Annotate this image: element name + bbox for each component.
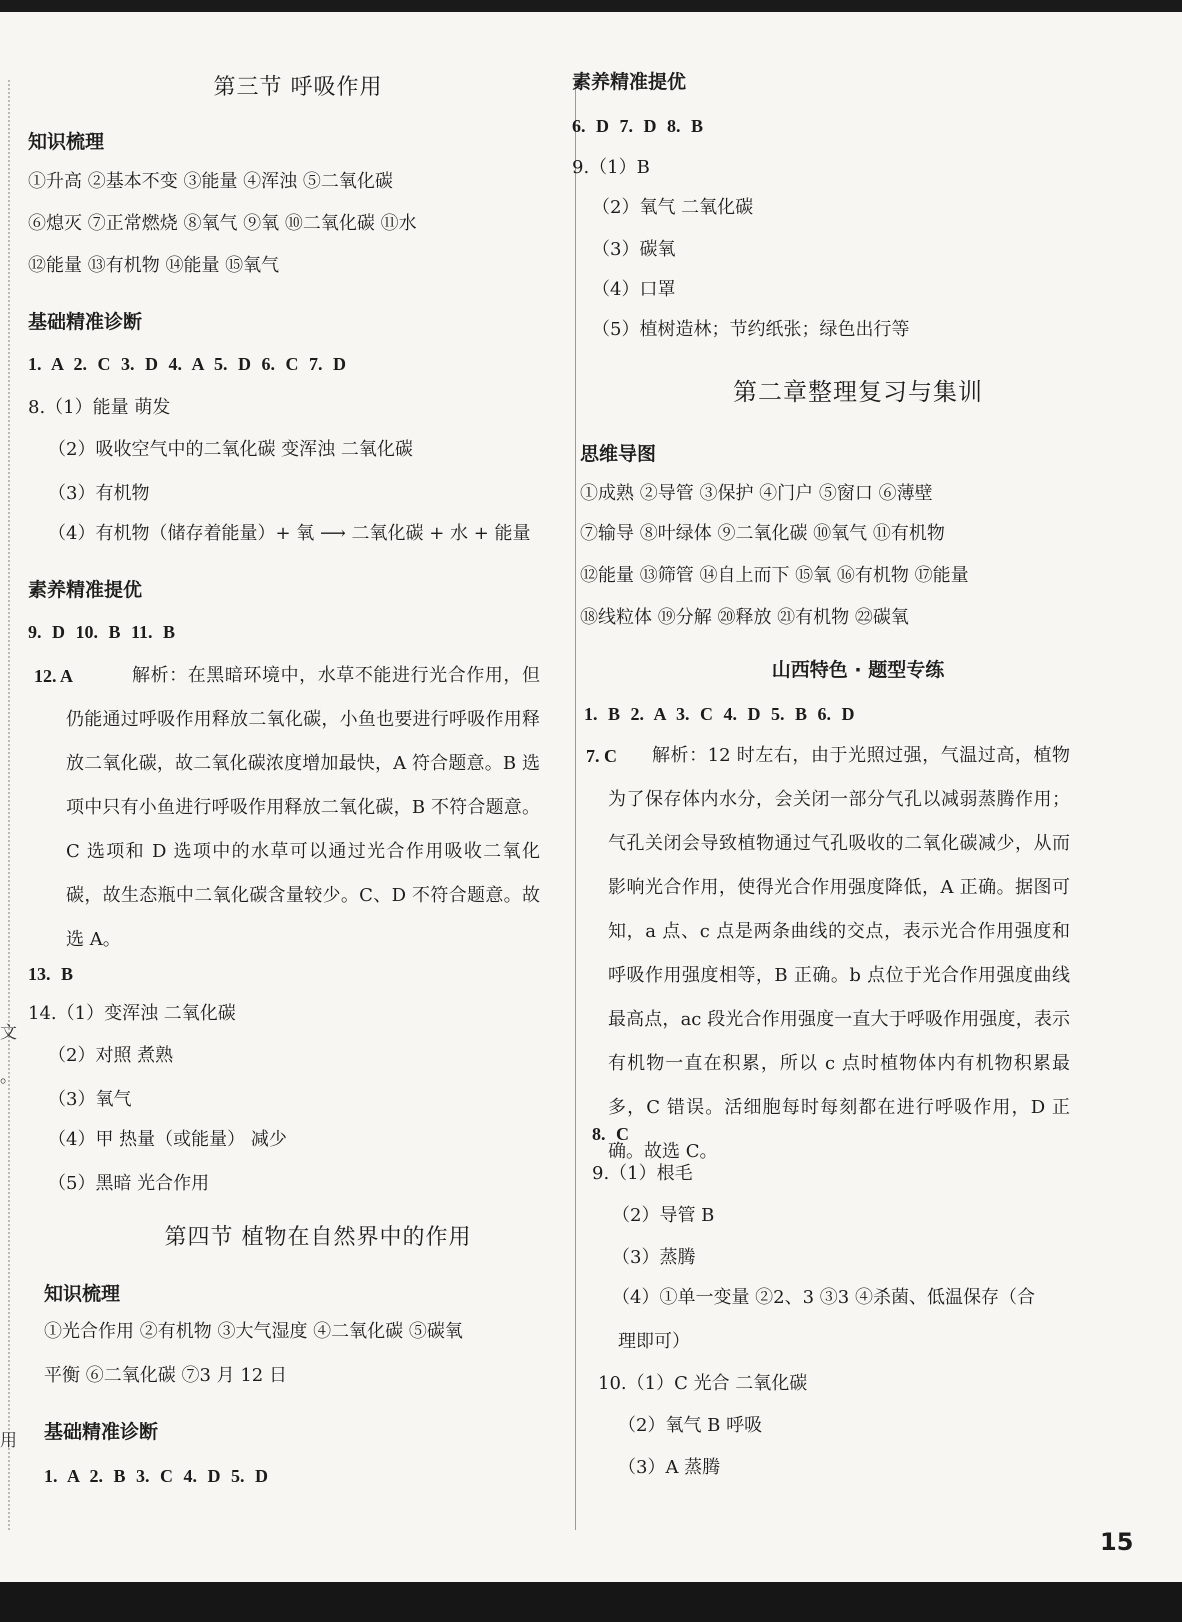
- answer-line: 9.（1）B: [572, 157, 650, 178]
- section-title-plants-nature: 第四节 植物在自然界中的作用: [164, 1225, 472, 1250]
- explanation-q7: [578, 734, 1070, 1174]
- question-number: 7. C: [586, 746, 617, 766]
- knowledge-line: ⑫能量 ⑬有机物 ⑭能量 ⑮氧气: [28, 255, 280, 276]
- question-number: 12. A: [34, 666, 74, 686]
- mindmap-line: ⑫能量 ⑬筛管 ⑭自上而下 ⑮氧 ⑯有机物 ⑰能量: [580, 565, 969, 586]
- left-dotted-margin: [8, 80, 10, 1530]
- answer-row: 13. B: [28, 964, 74, 984]
- answer-line: （4）口罩: [592, 279, 676, 300]
- knowledge-line: ①光合作用 ②有机物 ③大气湿度 ④二氧化碳 ⑤碳氧: [44, 1321, 463, 1342]
- knowledge-line: ①升高 ②基本不变 ③能量 ④浑浊 ⑤二氧化碳: [28, 171, 393, 192]
- heading-basic: 基础精准诊断: [44, 1421, 159, 1443]
- answer-line: （2）对照 煮熟: [48, 1045, 174, 1066]
- answer-line: （4）甲 热量（或能量） 减少: [48, 1129, 287, 1150]
- top-scan-edge: [0, 0, 1182, 12]
- answer-line: 10.（1）C 光合 二氧化碳: [598, 1373, 808, 1394]
- section-title-respiration: 第三节 呼吸作用: [213, 75, 383, 100]
- answer-row: 1. A 2. B 3. C 4. D 5. D: [44, 1466, 269, 1486]
- answer-line: （2）氧气 二氧化碳: [592, 197, 754, 218]
- knowledge-line: ⑥熄灭 ⑦正常燃烧 ⑧氧气 ⑨氧 ⑩二氧化碳 ⑪水: [28, 213, 417, 234]
- column-divider: [575, 80, 576, 1530]
- margin-fragment: 用: [0, 1431, 17, 1451]
- heading-knowledge: 知识梳理: [28, 131, 105, 153]
- explanation-text: 解析：12 时左右，由于光照过强，气温过高，植物为了保存体内水分，会关闭一部分气孔以减弱蒸腾作用；气孔关闭会导致植物通过气孔吸收的二氧化碳减少，从而影响光合作用，使得光合作用强度降低，A 正确。据图可知，a 点、c 点是两条曲线的交点，表示光合作用强度和呼吸作用强度相等，B 正确。b 点位于光合作用强度曲线最高点，ac 段光合作用强度一直大于呼吸作用强度，表示有机物一直在积累，所以 c 点时植物体内有机物积累最多，C 错误。活细胞每时每刻都在进行呼吸作用，D 正确。故选 C。: [608, 745, 1070, 1162]
- answer-line: （3）氧气: [48, 1089, 132, 1110]
- knowledge-line: 平衡 ⑥二氧化碳 ⑦3 月 12 日: [44, 1365, 287, 1386]
- answer-row: 9. D 10. B 11. B: [28, 622, 176, 642]
- chapter-review-title: 第二章整理复习与集训: [733, 378, 983, 406]
- answer-row: 8. C: [592, 1124, 629, 1144]
- margin-fragment: 。: [0, 1067, 17, 1087]
- answer-line: 9.（1）根毛: [592, 1163, 693, 1184]
- answer-line: （4）有机物（储存着能量）+ 氧 ⟶ 二氧化碳 + 水 + 能量: [48, 523, 531, 544]
- answer-line: （4）①单一变量 ②2、3 ③3 ④杀菌、低温保存（合: [612, 1287, 1035, 1308]
- answer-row: 1. B 2. A 3. C 4. D 5. B 6. D: [584, 704, 855, 724]
- heading-basic: 基础精准诊断: [28, 311, 143, 333]
- answer-row: 1. A 2. C 3. D 4. A 5. D 6. C 7. D: [28, 354, 347, 374]
- answer-line: 8.（1）能量 萌发: [28, 397, 171, 418]
- answer-line: 14.（1）变浑浊 二氧化碳: [28, 1003, 236, 1024]
- answer-line: 理即可）: [618, 1331, 690, 1352]
- margin-fragment: 文: [0, 1023, 17, 1043]
- answer-line: （3）A 蒸腾: [618, 1457, 721, 1478]
- answer-line: （5）植树造林；节约纸张；绿色出行等: [592, 319, 910, 340]
- heading-mindmap: 思维导图: [580, 443, 657, 465]
- answer-line: （3）碳氧: [592, 239, 676, 260]
- explanation-q12: [28, 654, 540, 962]
- answer-line: （5）黑暗 光合作用: [48, 1173, 210, 1194]
- bottom-scan-edge: [0, 1582, 1182, 1622]
- heading-improve: 素养精准提优: [28, 579, 143, 601]
- answer-line: （3）蒸腾: [612, 1247, 696, 1268]
- mindmap-line: ⑦输导 ⑧叶绿体 ⑨二氧化碳 ⑩氧气 ⑪有机物: [580, 523, 945, 544]
- mindmap-line: ①成熟 ②导管 ③保护 ④门户 ⑤窗口 ⑥薄壁: [580, 483, 933, 504]
- heading-shanxi-practice: 山西特色 · 题型专练: [771, 659, 945, 681]
- answer-line: （3）有机物: [48, 483, 150, 504]
- heading-knowledge: 知识梳理: [44, 1283, 121, 1305]
- page-number: 15: [1100, 1528, 1134, 1556]
- answer-line: （2）导管 B: [612, 1205, 715, 1226]
- heading-improve: 素养精准提优: [572, 71, 687, 93]
- explanation-text: 解析：在黑暗环境中，水草不能进行光合作用，但仍能通过呼吸作用释放二氧化碳，小鱼也要进行呼吸作用释放二氧化碳，故二氧化碳浓度增加最快，A 符合题意。B 选项中只有小鱼进行呼吸作用释放二氧化碳，B 不符合题意。C 选项和 D 选项中的水草可以通过光合作用吸收二氧化碳，故生态瓶中二氧化碳含量较少。C、D 不符合题意。故选 A。: [66, 665, 540, 950]
- answer-line: （2）吸收空气中的二氧化碳 变浑浊 二氧化碳: [48, 439, 413, 460]
- mindmap-line: ⑱线粒体 ⑲分解 ⑳释放 ㉑有机物 ㉒碳氧: [580, 607, 909, 628]
- answer-row: 6. D 7. D 8. B: [572, 116, 704, 136]
- answer-line: （2）氧气 B 呼吸: [618, 1415, 763, 1436]
